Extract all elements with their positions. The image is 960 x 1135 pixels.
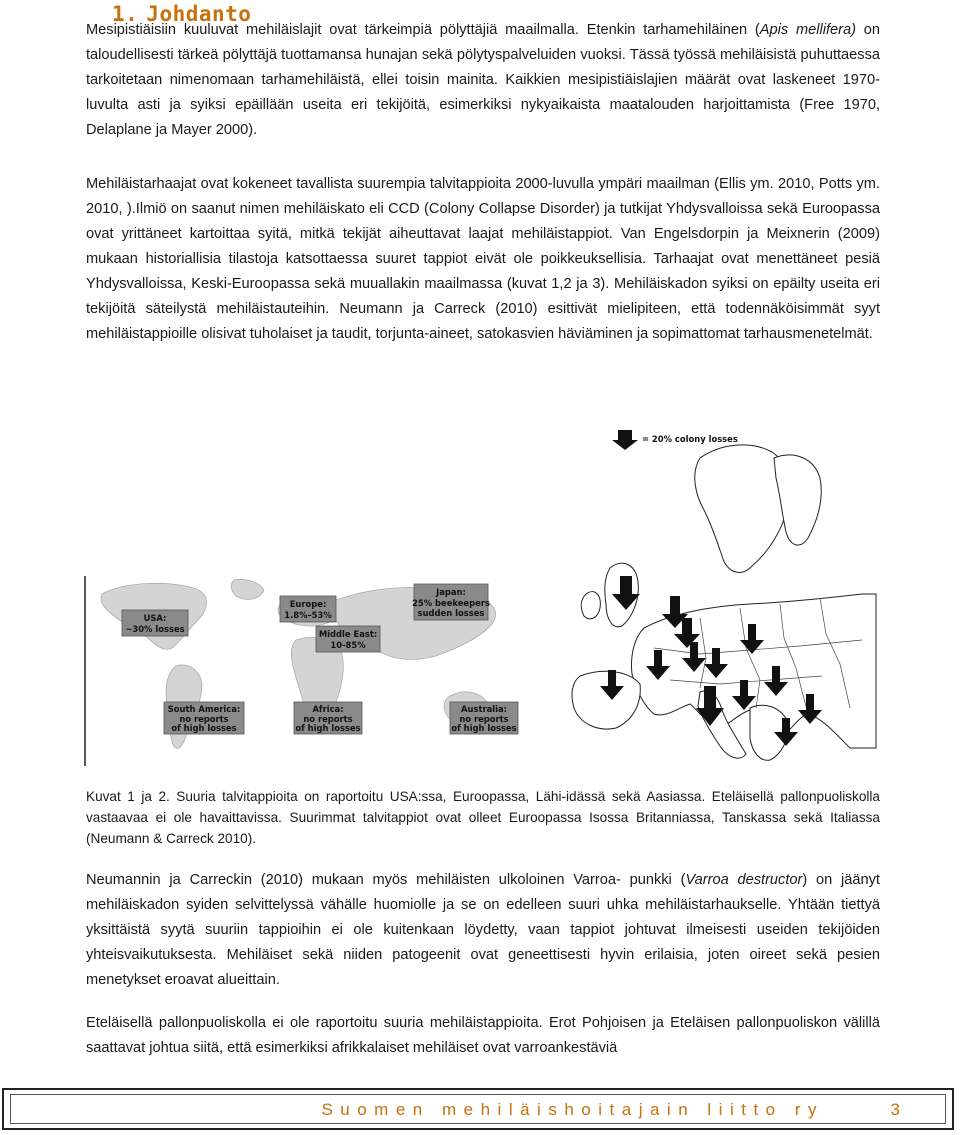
usa-value: ~30% losses xyxy=(125,624,185,634)
paragraph-4: Eteläisellä pallonpuoliskolla ei ole raportoitu suuria mehiläistappioita. Erot Pohjoisen ja Eteläisen pallonpuoliskon välillä saattavat johtua siitä, että esimerkiksi afrikkalaiset mehiläiset ovat varroankestäviä xyxy=(86,1015,880,1056)
africa-value: no reports xyxy=(303,714,353,724)
south-america-note: of high losses xyxy=(171,723,237,733)
paragraph-3-text-a: Neumannin ja Carreckin (2010) mukaan myös mehiläisten ulkoloinen Varroa- punkki ( xyxy=(86,872,686,888)
australia-value: no reports xyxy=(459,714,509,724)
paragraph-1 xyxy=(86,18,880,143)
usa-label: USA: xyxy=(143,613,167,623)
footer-organization: Suomen mehiläishoitajain liitto ry xyxy=(321,1100,824,1119)
europe-label: Europe: xyxy=(289,599,327,609)
page-footer xyxy=(2,1088,954,1130)
paragraph-3 xyxy=(86,868,880,993)
africa-note: of high losses xyxy=(295,723,361,733)
middle-east-label: Middle East: xyxy=(318,629,378,639)
japan-note: sudden losses xyxy=(417,608,485,618)
europe-value: 1.8%–53% xyxy=(284,610,332,620)
paragraph-2: Mehiläistarhaajat ovat kokeneet tavallista suurempia talvitappioita 2000-luvulla ympäri maailman (Ellis ym. 2010, Potts ym. 2010, ).Ilmiö on saanut nimen mehiläiskato eli CCD (Colony Collapse Disorder) ja tutkijat Yhdysvalloissa sekä Euroopassa ovat yrittäneet kartoittaa syitä, mitkä tekijät aiheuttavat laajat mehiläistappiot. Van Engelsdorpin ja Meixnerin (2009) mukaan historiallisia tilastoja katsottaessa suuret tappiot eivät ole poikkeuksellisia. Tarhaajat ovat menettäneet pesiä Yhdysvalloissa, Keski-Euroopassa sekä muuallakin maailmassa (kuvat 1,2 ja 3). Mehiläiskadon syiksi on epäilty useita eri tekijöitä säteilystä mehiläistauteihin. Neumann ja Carreck (2010) esittivät mielipiteen, että todennäköisimmät syyt mehiläistappioille olisivat tuholaiset ja taudit, torjunta-aineet, satokasvien häviäminen ja sopimattomat tarhausmenetelmät. xyxy=(86,176,880,342)
south-america-value: no reports xyxy=(179,714,229,724)
australia-note: of high losses xyxy=(451,723,517,733)
page-number: 3 xyxy=(890,1100,900,1119)
south-america-label: South America: xyxy=(167,704,241,714)
paragraph-3-text-b: ) on jäänyt mehiläiskadon syiden selvittelyssä vähälle huomiolle ja se on edelleen suuri uhka mehiläistarhaukselle. Yhtään tiettyä yksittäistä syytä suuriin tappioihin ei ole kuitenkaan löydetty, vaan tappiot johtuvat ilmeisesti useiden tekijöiden yhteisvaikutuksesta. Mehiläiset sekä niiden patogeenit ovat geneettisesti hyvin erilaisia, joten oireet sekä pesien menetykset eroavat alueittain. xyxy=(86,872,880,988)
europe-map-figure xyxy=(550,418,880,768)
japan-label: Japan: xyxy=(436,587,466,597)
figure-caption: Kuvat 1 ja 2. Suuria talvitappioita on raportoitu USA:ssa, Euroopassa, Lähi-idässä sekä Aasiassa. Eteläisellä pallonpuoliskolla vastaavaa ei ole havaittavissa. Suurimmat talvitappiot ovat olleet Euroopassa Isossa Britanniassa, Tanskassa sekä Italiassa (Neumann & Carreck 2010). xyxy=(86,789,880,846)
section-number: 1. xyxy=(112,2,139,26)
species-name-italic: Apis mellifera) xyxy=(759,22,856,38)
paragraph-1-text-a: Mesipistiäisiin kuuluvat mehiläislajit ovat tärkeimpiä pölyttäjiä maailmalla. Etenkin tarhamehiläinen ( xyxy=(86,22,760,38)
japan-value: 25% beekeepers xyxy=(412,598,490,608)
paragraph-1-text-b: on taloudellisesti tärkeä pölyttäjä tuottamansa hunajan sekä pölytyspalveluiden vuoksi. Tässä työssä mehiläisistä puhuttaessa tarkoitetaan nimenomaan tarhamehiläistä, ellei toisin mainita. Kaikkien mesipistiäislajien määrät ovat laskeneet 1970-luvulta asti ja syiksi epäillään useita eri tekijöitä, esimerkiksi nykyaikaista maatalouden harjoittamista (Free 1970, Delaplane ja Mayer 2000). xyxy=(86,22,880,138)
section-title: Johdanto xyxy=(146,2,252,26)
africa-label: Africa: xyxy=(312,704,344,714)
world-map-figure xyxy=(84,576,524,766)
varroa-name-italic: Varroa destructor xyxy=(685,872,803,888)
middle-east-value: 10-85% xyxy=(330,640,366,650)
australia-label: Australia: xyxy=(461,704,507,714)
legend-text: = 20% colony losses xyxy=(642,434,738,444)
